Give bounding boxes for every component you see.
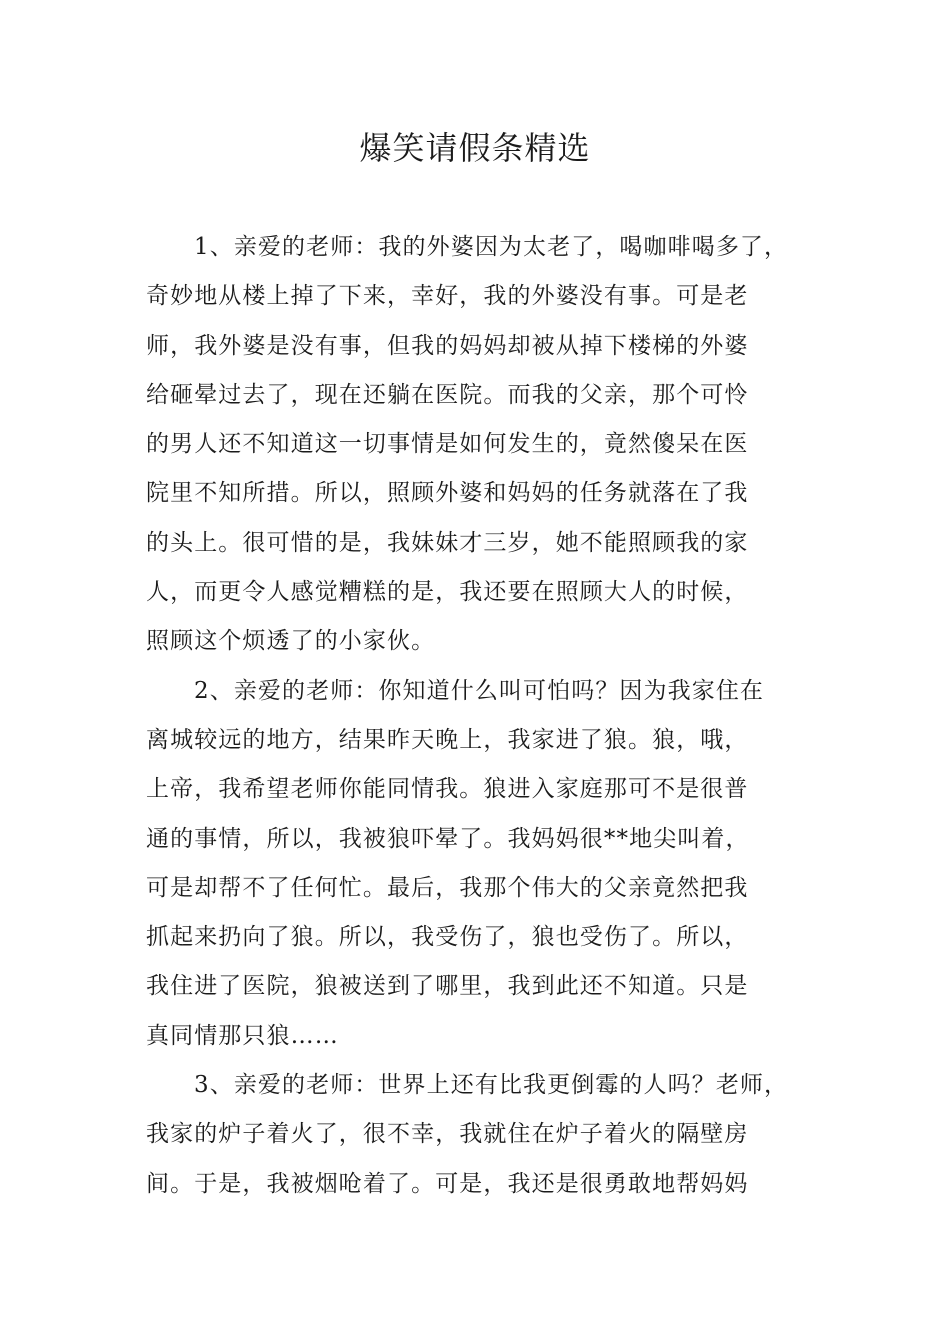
paragraph-line: 的男人还不知道这一切事情是如何发生的，竟然傻呆在医 [146, 431, 749, 458]
paragraph-line: 3、亲爱的老师：世界上还有比我更倒霉的人吗？老师， [194, 1072, 789, 1099]
paragraph-line: 抓起来扔向了狼。所以，我受伤了，狼也受伤了。所以， [146, 924, 749, 951]
paragraph-3 [146, 1061, 826, 1209]
paragraph-line: 我家的炉子着火了，很不幸，我就住在炉子着火的隔壁房 [146, 1121, 749, 1148]
paragraph-line: 真同情那只狼…… [146, 1022, 339, 1049]
paragraph-line: 上帝，我希望老师你能同情我。狼进入家庭那可不是很普 [146, 776, 749, 803]
paragraph-line: 照顾这个烦透了的小家伙。 [146, 628, 436, 655]
paragraph-line: 1、亲爱的老师：我的外婆因为太老了，喝咖啡喝多了， [194, 234, 789, 260]
paragraph-line: 的头上。很可惜的是，我妹妹才三岁，她不能照顾我的家 [146, 529, 749, 556]
paragraph-line: 人，而更令人感觉糟糕的是，我还要在照顾大人的时候， [146, 579, 749, 606]
paragraph-line: 我住进了医院，狼被送到了哪里，我到此还不知道。只是 [146, 973, 749, 1000]
paragraph-line: 师，我外婆是没有事，但我的妈妈却被从掉下楼梯的外婆 [146, 332, 749, 359]
document-title: 爆笑请假条精选 [359, 129, 591, 167]
paragraph-line: 通的事情，所以，我被狼吓晕了。我妈妈很**地尖叫着， [146, 825, 750, 852]
document-body [146, 223, 826, 1209]
paragraph-1 [146, 223, 826, 667]
paragraph-line: 2、亲爱的老师：你知道什么叫可怕吗？因为我家住在 [194, 677, 765, 704]
paragraph-line: 院里不知所措。所以，照顾外婆和妈妈的任务就落在了我 [146, 480, 749, 507]
paragraph-line: 离城较远的地方，结果昨天晚上，我家进了狼。狼，哦， [146, 726, 749, 753]
paragraph-line: 给砸晕过去了，现在还躺在医院。而我的父亲，那个可怜 [146, 381, 749, 408]
paragraph-2 [146, 667, 826, 1061]
paragraph-line: 奇妙地从楼上掉了下来，幸好，我的外婆没有事。可是老 [146, 283, 749, 310]
paragraph-line: 间。于是，我被烟呛着了。可是，我还是很勇敢地帮妈妈 [146, 1170, 749, 1197]
paragraph-line: 可是却帮不了任何忙。最后，我那个伟大的父亲竟然把我 [146, 874, 749, 901]
